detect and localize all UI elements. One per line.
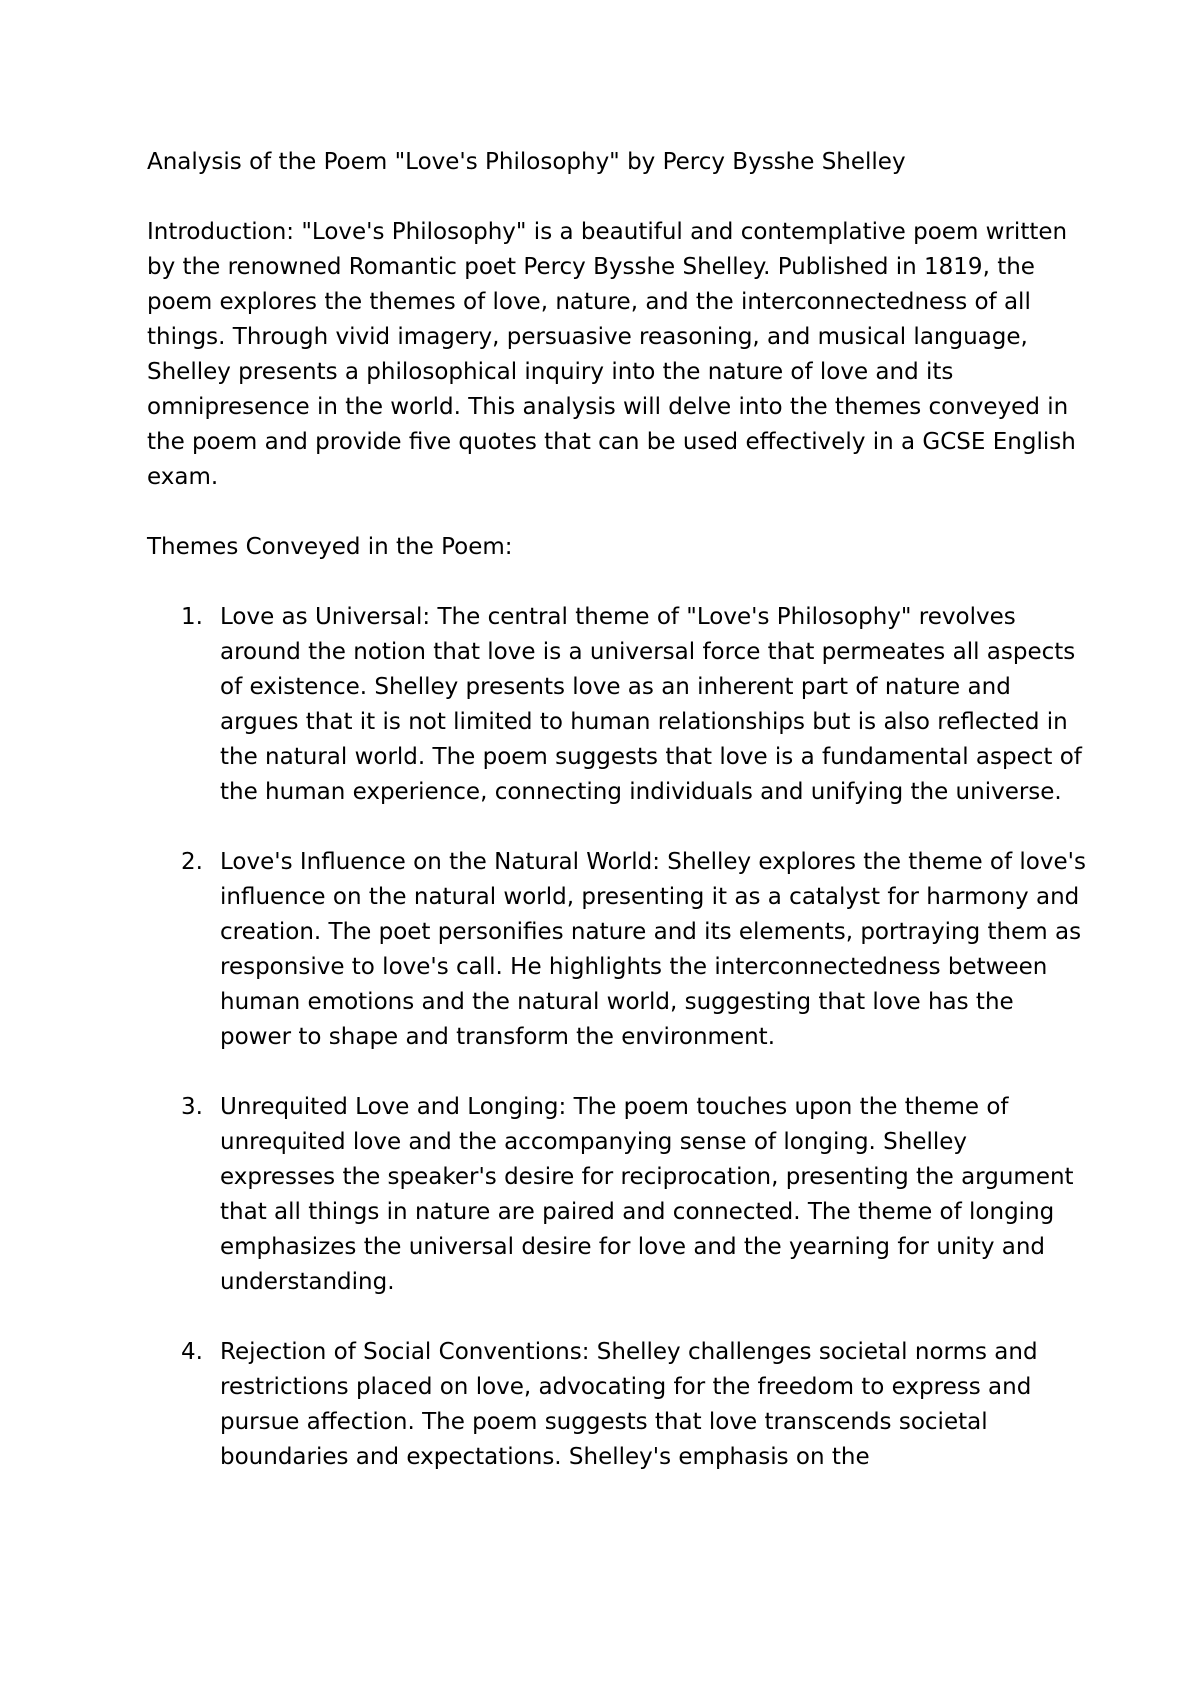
theme-text: Rejection of Social Conventions: Shelley challenges societal norms and restrictions placed on love, advocating for the freedom to express and pursue affection. The poem suggests that love transcends societal boundaries and expectations. Shelley's emphasis on the <box>220 1339 1038 1470</box>
theme-number: 4. <box>181 1339 203 1365</box>
theme-item-2 <box>147 845 1087 1055</box>
document-body <box>147 145 1087 1510</box>
theme-number: 1. <box>181 604 203 630</box>
document-title: Analysis of the Poem "Love's Philosophy" by Percy Bysshe Shelley <box>147 149 906 175</box>
themes-heading: Themes Conveyed in the Poem: <box>147 534 513 560</box>
theme-item-3 <box>147 1090 1087 1300</box>
theme-item-1 <box>147 600 1087 810</box>
theme-text: Unrequited Love and Longing: The poem touches upon the theme of unrequited love and the accompanying sense of longing. Shelley expresses the speaker's desire for reciprocation, presenting the argument that all things in nature are paired and connected. The theme of longing emphasizes the universal desire for love and the yearning for unity and understanding. <box>220 1094 1074 1295</box>
theme-number: 2. <box>181 849 203 875</box>
introduction-paragraph: Introduction: "Love's Philosophy" is a beautiful and contemplative poem written by the renowned Romantic poet Percy Bysshe Shelley. Published in 1819, the poem explores the themes of love, nature, and the interconnectedness of all things. Through vivid imagery, persuasive reasoning, and musical language, Shelley presents a philosophical inquiry into the nature of love and its omnipresence in the world. This analysis will delve into the themes conveyed in the poem and provide five quotes that can be used effectively in a GCSE English exam. <box>147 219 1076 490</box>
theme-number: 3. <box>181 1094 203 1120</box>
theme-text: Love's Influence on the Natural World: Shelley explores the theme of love's influence on the natural world, presenting it as a catalyst for harmony and creation. The poet personifies nature and its elements, portraying them as responsive to love's call. He highlights the interconnectedness between human emotions and the natural world, suggesting that love has the power to shape and transform the environment. <box>220 849 1086 1050</box>
themes-list <box>147 600 1087 1475</box>
theme-text: Love as Universal: The central theme of "Love's Philosophy" revolves around the notion that love is a universal force that permeates all aspects of existence. Shelley presents love as an inherent part of nature and argues that it is not limited to human relationships but is also reflected in the natural world. The poem suggests that love is a fundamental aspect of the human experience, connecting individuals and unifying the universe. <box>220 604 1082 805</box>
theme-item-4 <box>147 1335 1087 1475</box>
